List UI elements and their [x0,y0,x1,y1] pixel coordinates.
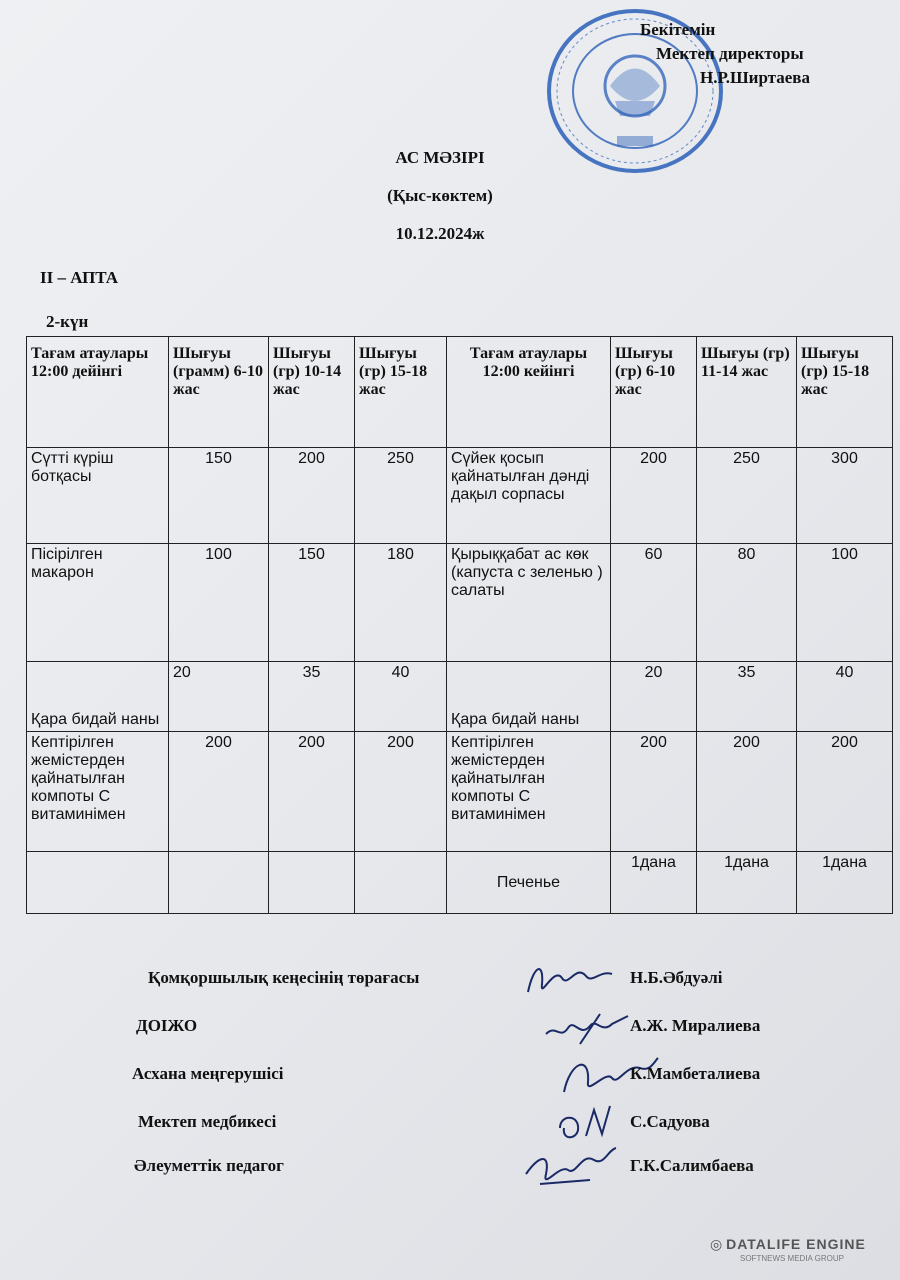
portion-cell: 1дана [611,852,697,914]
signature-name: А.Ж. Миралиева [630,1016,761,1035]
dish-name: Қара бидай наны [447,662,611,732]
portion-cell [169,852,269,914]
dish-name: Қара бидай наны [27,662,169,732]
portion-cell: 300 [797,448,893,544]
approval-block [640,18,810,90]
portion-cell [269,852,355,914]
menu-date: 10.12.2024ж [395,224,485,243]
portion-cell: 200 [611,732,697,852]
portion-cell: 20 [611,662,697,732]
column-header: Шығуы (гр) 10-14 жас [269,337,355,448]
season-subtitle: (Қыс-көктем) [387,186,493,205]
watermark-subtitle: SOFTNEWS MEDIA GROUP [740,1254,845,1263]
portion-cell: 200 [797,732,893,852]
signature-row [0,1156,900,1196]
table-row [27,732,893,852]
watermark-icon: ◎ [710,1236,723,1252]
portion-cell: 80 [697,544,797,662]
signature-name: К.Мамбеталиева [630,1064,761,1083]
column-header: Шығуы (гр) 6-10 жас [611,337,697,448]
signature-role: Мектеп медбикесі [138,1112,277,1131]
portion-cell: 200 [611,448,697,544]
portion-cell: 100 [797,544,893,662]
column-header: Шығуы (гр) 11-14 жас [697,337,797,448]
dish-name [27,852,169,914]
portion-cell: 200 [697,732,797,852]
portion-cell [355,852,447,914]
portion-cell: 60 [611,544,697,662]
dish-name: Печенье [447,852,611,914]
column-header: Шығуы (грамм) 6-10 жас [169,337,269,448]
signature-row [0,1016,900,1056]
portion-cell: 1дана [697,852,797,914]
signature-row [0,1064,900,1104]
dish-name: Қырыққабат ас көк (капуста с зеленью ) салаты [447,544,611,662]
column-header: Тағам атаулары 12:00 дейінгі [27,337,169,448]
signature-name: Н.Б.Әбдуәлі [630,968,723,987]
table-row [27,662,893,732]
portion-cell: 180 [355,544,447,662]
week-label: II – АПТА [40,268,119,287]
portion-cell: 200 [269,448,355,544]
watermark-brand: DATALIFE ENGINE [726,1236,866,1252]
signature-name: Г.К.Салимбаева [630,1156,754,1175]
portion-cell: 35 [697,662,797,732]
watermark-logo [710,1236,866,1253]
dish-name: Пісірілген макарон [27,544,169,662]
table-row [27,852,893,914]
portion-cell: 200 [355,732,447,852]
portion-cell: 250 [697,448,797,544]
column-header: Шығуы (гр) 15-18 жас [797,337,893,448]
menu-table [26,336,893,914]
approval-line-2: Мектеп директоры [656,44,804,63]
dish-name: Сүтті күріш ботқасы [27,448,169,544]
portion-cell: 250 [355,448,447,544]
portion-cell: 200 [269,732,355,852]
handwritten-signature-icon [520,1144,620,1192]
dish-name: Сүйек қосып қайнатылған дәнді дақыл сорпасы [447,448,611,544]
table-header-row [27,337,893,448]
dish-name: Кептірілген жемістерден қайнатылған компоты С витаминімен [27,732,169,852]
signature-row [0,1112,900,1152]
day-label: 2-күн [46,312,89,331]
approval-line-3: Н.Р.Ширтаева [700,68,810,87]
portion-cell: 150 [269,544,355,662]
handwritten-signature-icon [540,1004,640,1052]
column-header: Шығуы (гр) 15-18 жас [355,337,447,448]
portion-cell: 35 [269,662,355,732]
page-title: АС МӘЗІРІ [395,148,485,167]
signature-role: Асхана меңгерушісі [132,1064,284,1083]
portion-cell: 200 [169,732,269,852]
table-row [27,544,893,662]
portion-cell: 20 [169,662,269,732]
signature-role: ДОІЖО [136,1016,198,1035]
signature-name: С.Садуова [630,1112,710,1131]
signature-row [0,968,900,1008]
portion-cell: 40 [355,662,447,732]
approval-line-1: Бекітемін [640,20,716,39]
portion-cell: 40 [797,662,893,732]
signature-role: Қомқоршылық кеңесінің төрағасы [148,968,420,987]
table-row [27,448,893,544]
signature-role: Әлеуметтік педагог [134,1156,284,1175]
portion-cell: 100 [169,544,269,662]
handwritten-signature-icon [520,956,620,1004]
portion-cell: 1дана [797,852,893,914]
column-header: Тағам атаулары 12:00 кейінгі [447,337,611,448]
portion-cell: 150 [169,448,269,544]
dish-name: Кептірілген жемістерден қайнатылған компоты С витаминімен [447,732,611,852]
